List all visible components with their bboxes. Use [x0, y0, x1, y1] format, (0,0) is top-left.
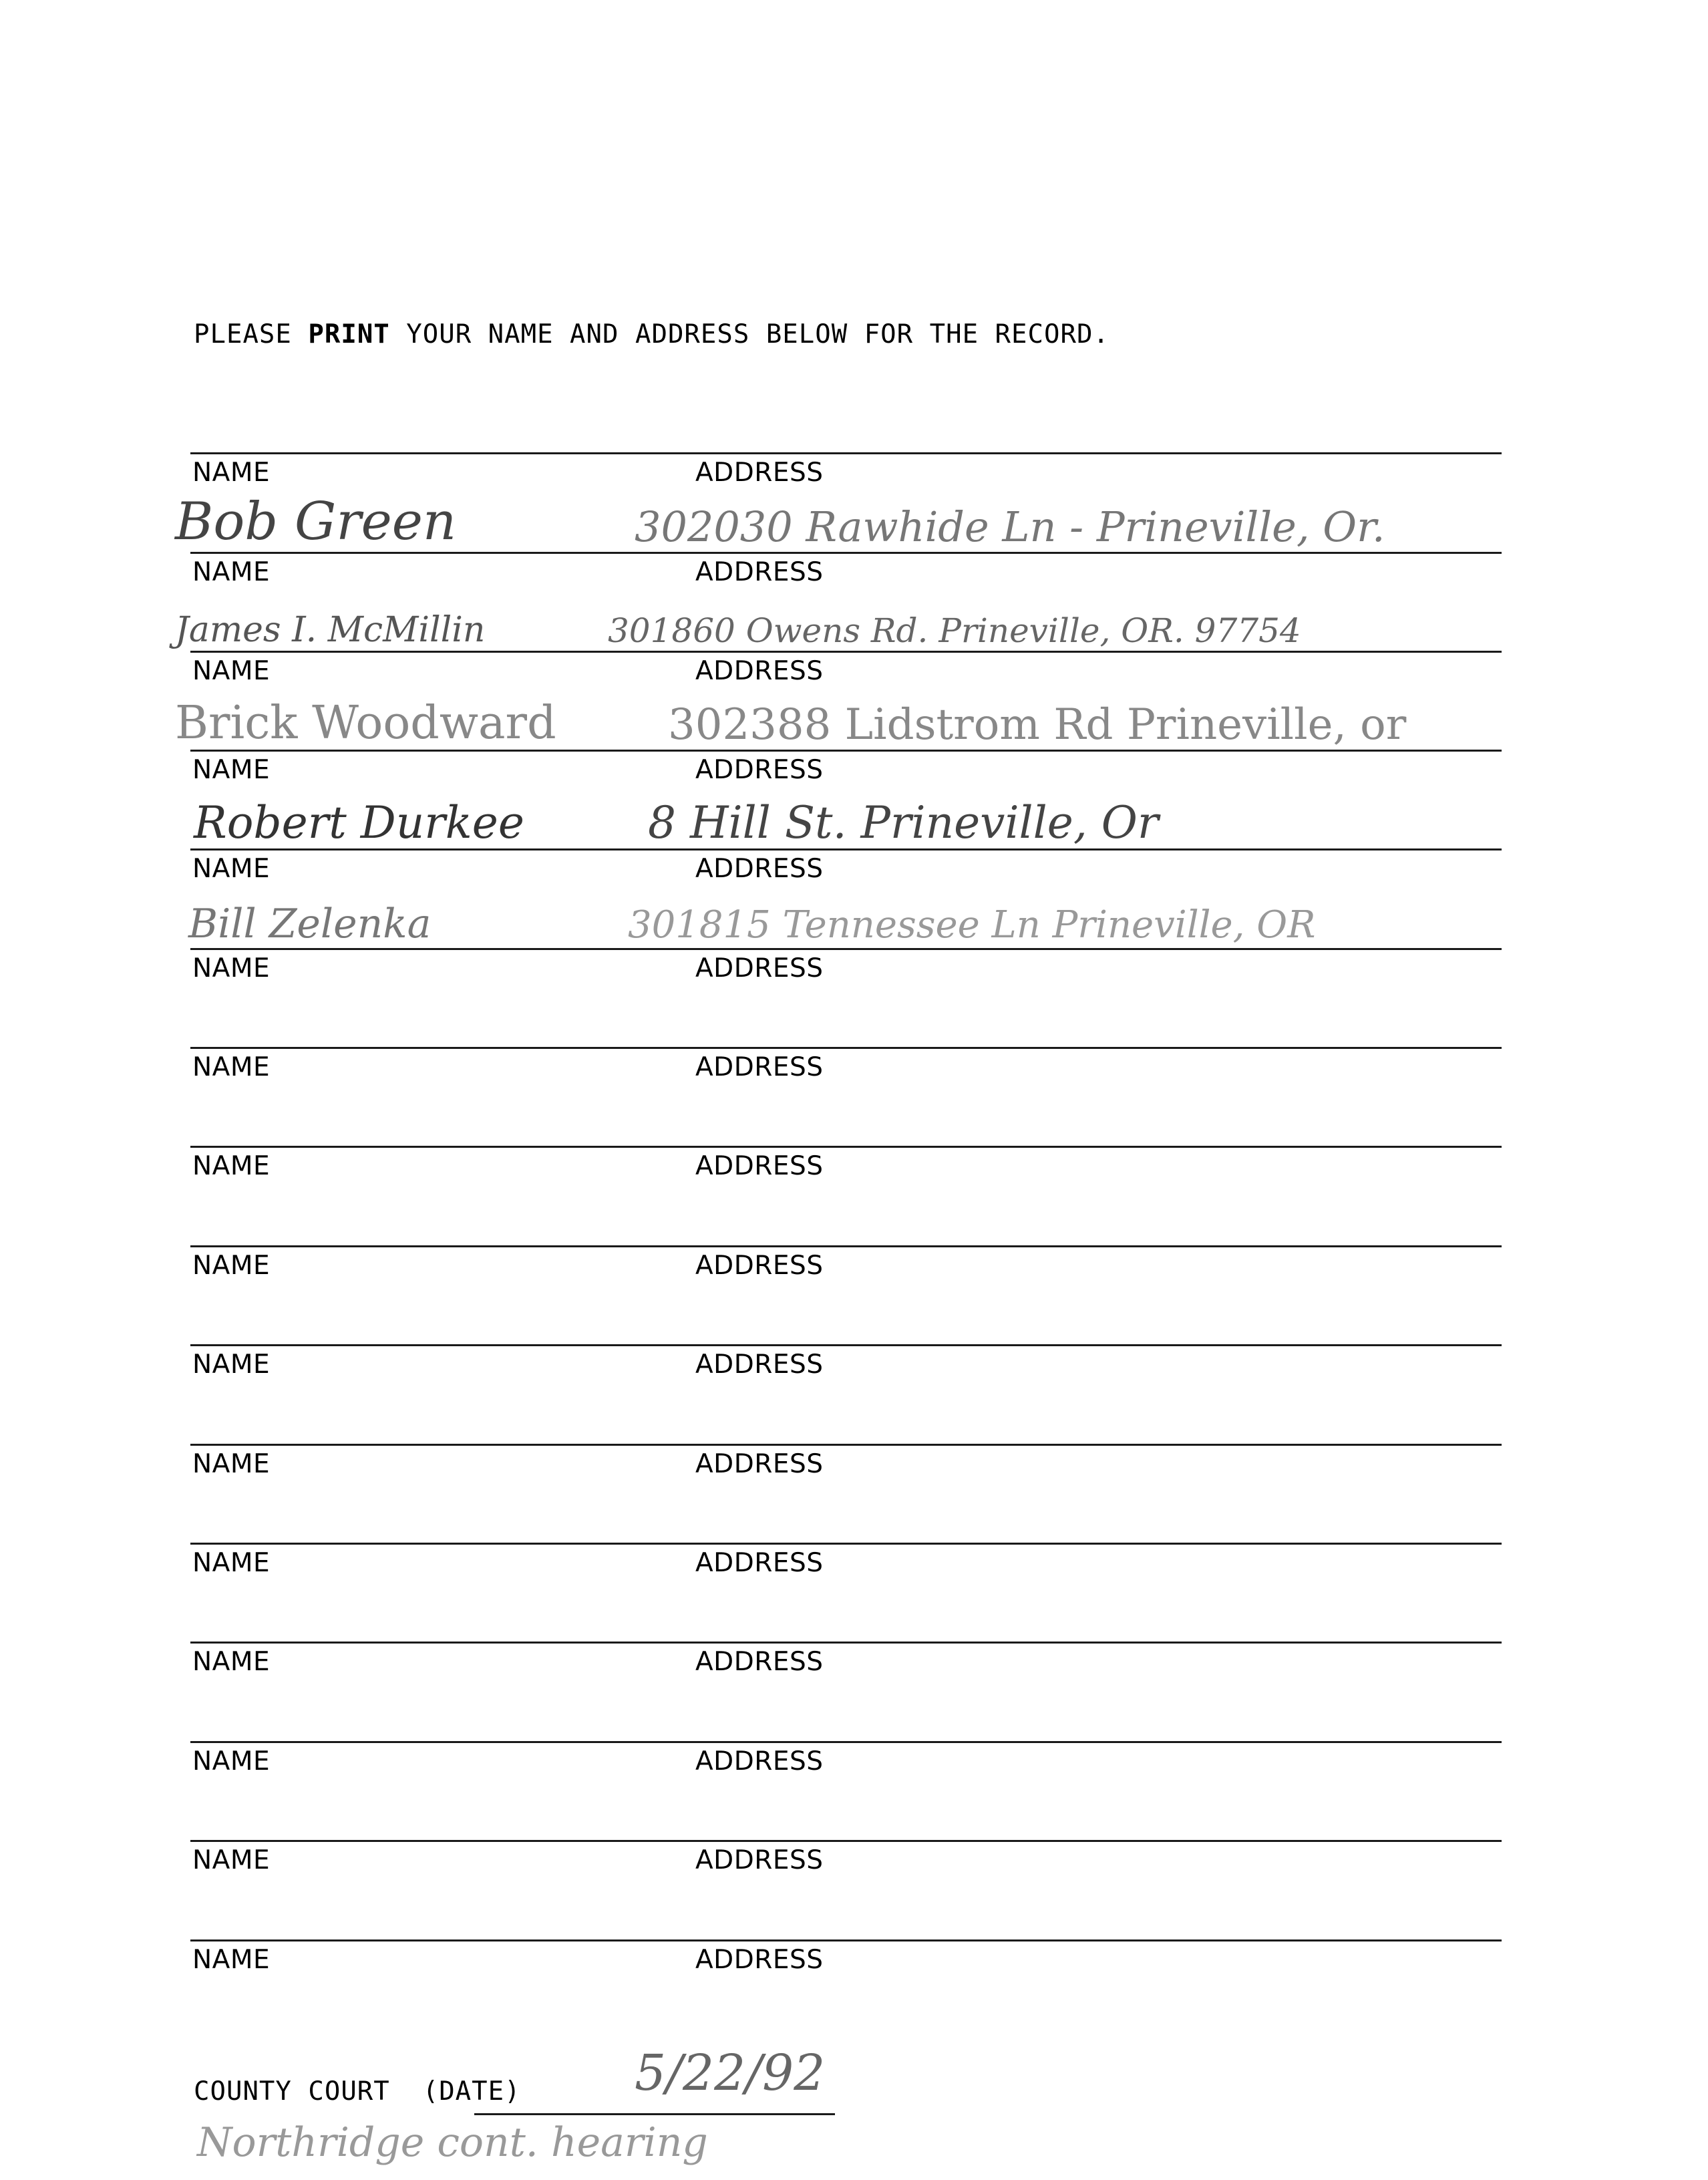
address-label: ADDRESS: [695, 1251, 824, 1281]
handwritten-address: 301815 Tennessee Ln Prineville, OR: [628, 903, 1316, 947]
instruction-pre: PLEASE: [194, 319, 309, 349]
signature-line: [190, 552, 1502, 554]
signature-line: [190, 948, 1502, 950]
entry-row: [0, 1444, 1708, 1543]
address-label: ADDRESS: [695, 1945, 824, 1975]
signature-line: [190, 1840, 1502, 1842]
entry-row: [0, 1344, 1708, 1444]
signature-line: [190, 1344, 1502, 1346]
name-label: NAME: [192, 1052, 271, 1082]
name-label: NAME: [192, 1350, 271, 1380]
handwritten-address: 8 Hill St. Prineville, Or: [648, 797, 1159, 848]
address-label: ADDRESS: [695, 557, 824, 587]
address-label: ADDRESS: [695, 755, 824, 785]
address-label: ADDRESS: [695, 854, 824, 884]
instruction-bold: PRINT: [308, 319, 390, 349]
entry-row: [0, 848, 1708, 948]
county-court-date-label: COUNTY COURT (DATE): [194, 2076, 521, 2107]
signature-line: [190, 848, 1502, 850]
signature-line: [190, 651, 1502, 653]
signature-line: [190, 1642, 1502, 1644]
entry-row: [0, 552, 1708, 651]
entry-row: [0, 1642, 1708, 1741]
address-label: ADDRESS: [695, 1845, 824, 1875]
name-label: NAME: [192, 1945, 271, 1975]
name-label: NAME: [192, 1548, 271, 1578]
entry-row: [0, 1047, 1708, 1146]
handwritten-name: Bill Zelenka: [188, 901, 432, 947]
handwritten-address: 301860 Owens Rd. Prineville, OR. 97754: [608, 611, 1301, 650]
name-label: NAME: [192, 1746, 271, 1776]
date-line: [474, 2113, 835, 2115]
name-label: NAME: [192, 854, 271, 884]
entry-row: [0, 1245, 1708, 1345]
handwritten-name: Brick Woodward: [175, 697, 556, 750]
entry-row: [0, 452, 1708, 552]
signature-line: [190, 1146, 1502, 1148]
entry-row: [0, 651, 1708, 750]
name-label: NAME: [192, 755, 271, 785]
name-label: NAME: [192, 1151, 271, 1181]
name-label: NAME: [192, 1449, 271, 1479]
handwritten-date: 5/22/92: [635, 2044, 826, 2102]
entry-row: [0, 948, 1708, 1048]
entry-row: [0, 1543, 1708, 1642]
signature-line: [190, 1939, 1502, 1941]
address-label: ADDRESS: [695, 1151, 824, 1181]
entry-row: [0, 1146, 1708, 1245]
instruction-post: YOUR NAME AND ADDRESS BELOW FOR THE RECORD.: [389, 319, 1109, 349]
handwritten-name: James I. McMillin: [175, 610, 486, 650]
name-label: NAME: [192, 656, 271, 686]
address-label: ADDRESS: [695, 656, 824, 686]
address-label: ADDRESS: [695, 1449, 824, 1479]
handwritten-name: Bob Green: [175, 492, 457, 552]
name-label: NAME: [192, 458, 271, 488]
address-label: ADDRESS: [695, 1647, 824, 1677]
name-label: NAME: [192, 1647, 271, 1677]
signature-line: [190, 1741, 1502, 1743]
signature-line: [190, 1245, 1502, 1247]
entry-row: [0, 1741, 1708, 1841]
signature-line: [190, 1543, 1502, 1545]
entry-row: [0, 750, 1708, 849]
signature-line: [190, 1047, 1502, 1049]
address-label: ADDRESS: [695, 1052, 824, 1082]
handwritten-note: Northridge cont. hearing: [197, 2119, 708, 2166]
signature-line: [190, 1444, 1502, 1446]
signature-line: [190, 750, 1502, 752]
name-label: NAME: [192, 1845, 271, 1875]
handwritten-address: 302030 Rawhide Ln - Prineville, Or.: [635, 502, 1385, 551]
address-label: ADDRESS: [695, 1548, 824, 1578]
address-label: ADDRESS: [695, 953, 824, 983]
address-label: ADDRESS: [695, 1350, 824, 1380]
address-label: ADDRESS: [695, 458, 824, 488]
handwritten-name: Robert Durkee: [194, 797, 524, 848]
handwritten-address: 302388 Lidstrom Rd Prineville, or: [668, 700, 1407, 750]
address-label: ADDRESS: [695, 1746, 824, 1776]
name-label: NAME: [192, 953, 271, 983]
name-label: NAME: [192, 1251, 271, 1281]
entry-row: [0, 1840, 1708, 1939]
signature-line: [190, 452, 1502, 454]
entry-row: [0, 1939, 1708, 2039]
name-label: NAME: [192, 557, 271, 587]
